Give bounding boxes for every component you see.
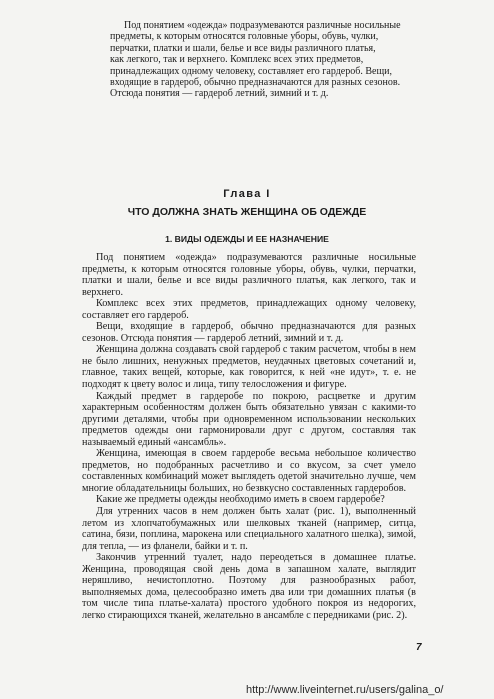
fragment-line: Под понятием «одежда» подразумеваются различные носильные bbox=[124, 20, 401, 31]
fragment-line: как легкого, так и верхнего. Комплекс всех этих предметов, bbox=[110, 54, 364, 66]
fragment-line: Отсюда понятия — гардероб летний, зимний и т. д. bbox=[110, 88, 329, 100]
paragraph: Закончив утренний туалет, надо переодеться в домашнее платье. Женщина, проводящая свой день дома в запашном халате, выглядит неряшливо, нечистоплотно. Поэтому для разнообразных работ, выполняемых дома, целесообразно иметь два или три домашних платья (в том числе типа платье-халата) простого удобного покроя из недорогих, легко стирающихся тканей, желательно в ансамбле с передниками (рис. 2). bbox=[82, 552, 416, 621]
fragment-line: перчатки, платки и шали, белье и все виды различного платья, bbox=[110, 42, 376, 54]
paragraph: Вещи, входящие в гардероб, обычно предназначаются для разных сезонов. Отсюда понятия — гардероб летний, зимний и т. д. bbox=[82, 321, 416, 344]
page-number: 7 bbox=[416, 642, 422, 653]
fragment-line: принадлежащих одному человеку, составляет его гардероб. Вещи, bbox=[110, 65, 392, 77]
fragment-line: предметы, к которым относятся головные уборы, обувь, чулки, bbox=[110, 31, 379, 43]
section-title: 1. ВИДЫ ОДЕЖДЫ И ЕЕ НАЗНАЧЕНИЕ bbox=[165, 234, 329, 244]
paragraph: Под понятием «одежда» подразумеваются различные носильные предметы, к которым относятся головные уборы, обувь, чулки, перчатки, платки и шали, белье и все виды различного платья, как легкого, так и верхнего. bbox=[82, 252, 416, 298]
footer-url[interactable]: http://www.liveinternet.ru/users/galina_o/ bbox=[246, 684, 444, 696]
chapter-title: ЧТО ДОЛЖНА ЗНАТЬ ЖЕНЩИНА ОБ ОДЕЖДЕ bbox=[127, 206, 367, 218]
fragment-line: входящие в гардероб, обычно предназначаются для разных сезонов. bbox=[110, 77, 401, 89]
paragraph: Женщина, имеющая в своем гардеробе весьма небольшое количество предметов, но подобранных расчетливо и со вкусом, за счет умело составленных комбинаций может выглядеть одетой значительно лучше, чем многие обладательницы больших, но безвкусно составленных гардеробов. bbox=[82, 448, 416, 494]
body-text bbox=[82, 252, 416, 622]
paragraph: Каждый предмет в гардеробе по покрою, расцветке и другим характерным особенностям должен быть обязательно увязан с какими-то другими деталями, чтобы при одновременном использовании нескольких предметов одежды они гармонировали друг с другом, составляя так называемый единый «ансамбль». bbox=[82, 390, 416, 448]
paragraph: Какие же предметы одежды необходимо иметь в своем гардеробе? bbox=[96, 494, 385, 506]
chapter-label: Глава I bbox=[223, 188, 271, 200]
mirrored-text-fragment bbox=[110, 20, 410, 100]
paragraph: Для утренних часов в нем должен быть халат (рис. 1), выполненный летом из хлопчатобумажных или шелковых тканей (например, ситца, сатина, бязи, поплина, марокена или специального халатного шелка), зимой, для тепла, — из фланели, байки и т. п. bbox=[82, 506, 416, 552]
paragraph: Комплекс всех этих предметов, принадлежащих одному человеку, составляет его гардероб. bbox=[82, 298, 416, 321]
paragraph: Женщина должна создавать свой гардероб с таким расчетом, чтобы в нем не было лишних, ненужных предметов, неудачных цветовых сочетаний и, главное, таких вещей, которые, как говорится, к ней «не идут», т. е. не подходят к цвету волос и лица, типу телосложения и фигуре. bbox=[82, 344, 416, 391]
